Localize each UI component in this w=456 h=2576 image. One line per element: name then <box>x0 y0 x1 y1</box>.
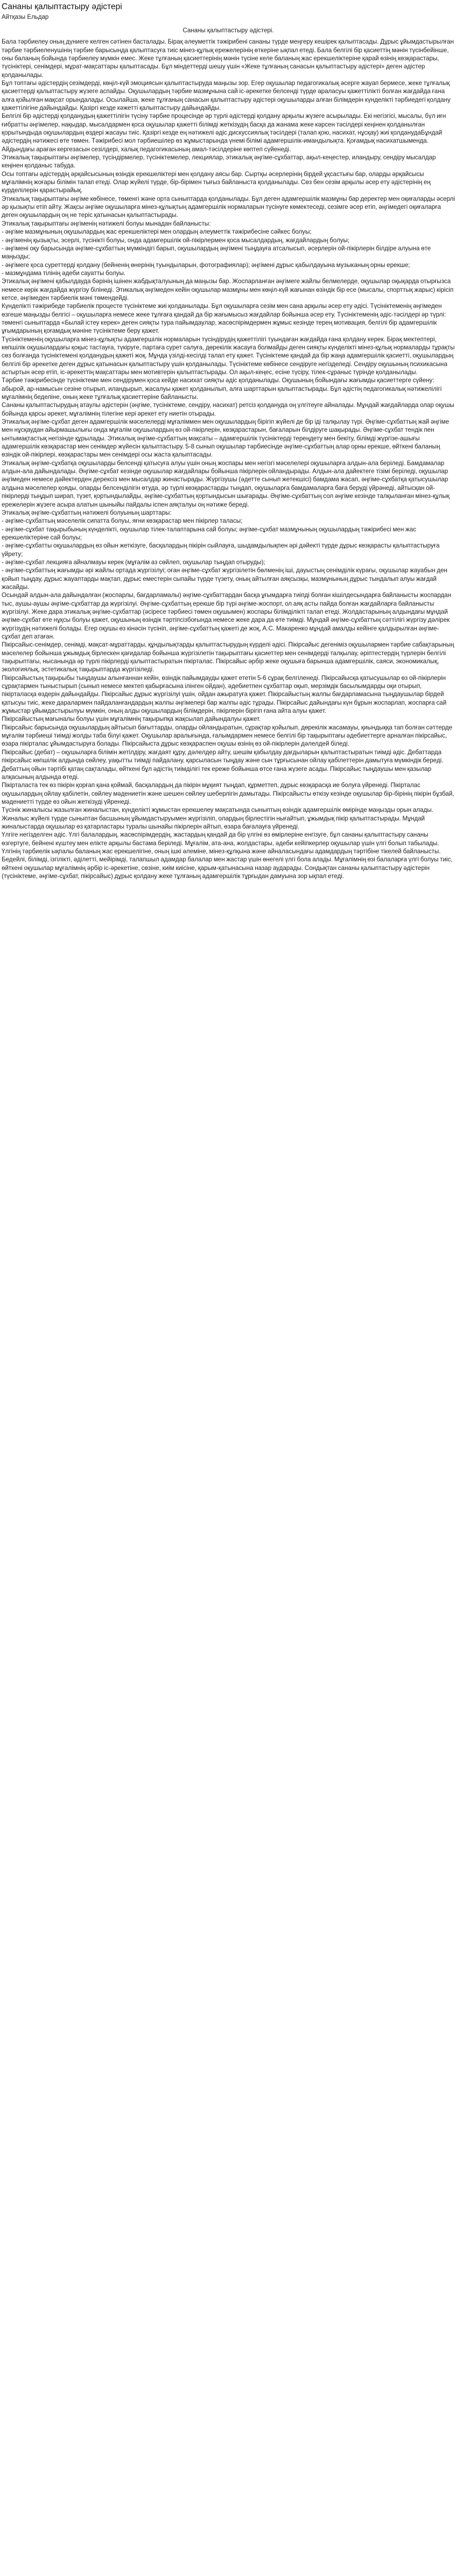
body-paragraph: Тәрбие тәжірибесінде түсініктеме мен сендірумен қоса кейде насихат сияқты әдіс қолданылады. Оқушының бойындағы жағымды қасиеттерге сүйену: абырой, ар-намысын сезіне отырып, иландырып, жасалуы қажет қолданылып, алға шарттарын қалыптастырады. Бұл әдістің педагогикалық нәтижелілігі мұғалімнің беделіне, оның жеке тұлғалық қасиеттеріне байланысты. <box>2 377 442 401</box>
body-paragraph: - мазмұндама тілінің әдеби сауатты болуы. <box>2 269 126 277</box>
body-paragraph: Пікірсайыс барысында оқушылардың айтысып бағыттарды, оларды ойландыратын, сұрақтар қойылып, дөрекілік жасамауы, қиындыққа тап болған сәттерде мұғалім тәрбиеші тиімді жолды таба білуі қажет. Оқушылар аралығында, ғалымдармен немесе белгілі бір тақырыптағы әдебиеттерге арналған пікірсайыс, өзара пікірталас ұйымдастыруға болады. Пікірсайыста дұрыс көзқараспен оқушы өзінің өз ой-пікірлерін дәлелдей біледі. <box>2 724 453 748</box>
body-paragraph: Этикалық әңгіме-сұхбат деген адамгершілік мәселелерді мұғаліммен мен оқушылардың бірігіп жүйелі де бір іді талқылау түрі. Әңгіме-сұхбаттың жай әңгіме мен нұсқаудан айырмашылығы онда мұғалім оқушылардың өз ой-пікірлерін, көзқарастарын, бағаларын білдіруге шақырады. Әңгіме-сұхбат тендік пен ынтымақтастық негізінде құрылады. Этикалық әңгіме-сұхбаттың мақсаты – адамгершілік түсініктерді тереңдету мен бекіту, білімді жүргізе-ашығы адамгершілік көзқарастар мен сенімдер жүйесін қалыптастыру. 5-8 сынып оқушылар тәрбиесінде әңгіме-сұхбаттың алар орны ерекше, өйткені баланың өзіндік ой-пікірлері, көзқарастары мен сенімдері осы жаста қалыптасады. <box>2 418 450 459</box>
body-paragraph: Осы топтағы әдістердің әрқайсысының өзіндік ерекшеліктері мен қолдану аясы бар. Сыртқы әсерлерінің бірдей ұқсастығы бар, оларды әрқайсысы мұғалімнің жоғары білімін талап етеді. Олар жүйелі түрде, бір-бірімен тығыз байланыста қолданылады. Сөз бен сезім арқылы әсер ету әдістерінің ең күрделілерін қарастырайық. <box>2 170 431 194</box>
body-paragraph: Күнделікті тәжірибеде тәрбиелік процесте түсініктеме жиі қолданылады. Бұл оқушыларға сезім мен сана арқылы әсер ету әдісі. Түсініктеменің әңгімеден өзгеше маңызды белгісі – оқушыларға немесе жеке тұлғаға қандай да бір жағымысыз жағдайлар бойынша әсер ету. Түсініктеменің әдіс-тәсілдері әр түрлі: төменгі сыныптарда «Былай істеу керек» деген сияқты тура пайымдаулар, жасөспірімдермен жұмыс кезінде терең мотивация, белгілі бір адамгершілік ұғымдарының қоғамдық мәніне түсініктеме беру қажет. <box>2 303 446 335</box>
body-paragraph: Бедейлі, білімді, ізгілікті, әділетті, мейірімді, талапшыл адамдар балалар мен жастар үшін өнегелі үлгі бола алады. Мұғалімнің өзі балаларға үлгі болуы тиіс, өйткені оқушылар мұғалімнің әрбір іс-әрекетіне, сөзіне, киім киісіне, қарым-қатынасына назар аударады. Сондықтан сананы қалыптастыру әдістерін (түсініктеме, әңгіме-сұхбат, пікірсайыс) дұрыс қолдану жеке тұлғаның адамгершілік тұрғыдан дамуына зор ықпал етеді. <box>2 856 453 880</box>
body-paragraph: Пікірсайыстың мағыналы болуы үшін мұғалімнің тақырыпқа жақсылап дайындалуы қажет. <box>2 715 261 723</box>
document-title: Сананы қалыптастыру әдістері <box>2 2 122 11</box>
body-paragraph: Пікірсайыс (дебат) – оқушыларға білімін жетілдіру, жағдаят құру, дәлелдер айту, шешім қабылдау дағдыларын қалыптастыратын тиімді әдіс. Дебаттарда пікірсайыс көпшілік алдында сөйлеу, уақытты тиімді пайдалану, қарсыласын тыңдау және сын тұрғысынан ойлау қабілеттерін дамытуға мүмкіндік береді. Дебаттың ойын тәртібі қатаң сақталады, өйткені бұл әдістің тиімділігі тек ереже бойынша өтсе ғана жүзеге асады. Пікірсайыс тыңдаушы мен қазылар алқасының алдында өтеді. <box>2 748 444 781</box>
body-paragraph: Сананы қалыптастырудың атаулы әдістерін (әңгіме, түсініктеме, сендіру, насихат) ретсіз қолдануда оң үлгітеуге айналады. Мұндай жағдайларда олар оқушы бойында қарсы әрекет, мұғалімнің тілегіне кері әрекет ету ниетін отырады. <box>2 402 454 417</box>
body-paragraph: - әңгіме-сұхбат тақырыбының күнделікті, оқушылар тілек-талаптарына сай болуы; әңгіме-сұхбат мазмұнының оқушылардың тәжірибесі мен жас ерекшеліктеріне сай болуы; <box>2 525 417 541</box>
body-paragraph: Этикалық әңгіме-сұхбаттың нәтижелі болуының шарттары: <box>2 509 172 516</box>
body-paragraph: - әңгіме-сұхбат лекцияға айналмауы керек (мұғалім аз сөйлеп, оқушылар тыңдап отыруды); <box>2 558 265 566</box>
document-author: Айтқазы Ельдар <box>2 14 49 21</box>
body-paragraph: Пікірталаста тек өз пікірін қорғап қана қоймай, басқалардың да пікірін мұқият тыңдап, құрметтеп, дұрыс көзқарасқа ие болуға үйренеді. Пікірталас оқушылардың ойлау қабілетін, сөйлеу мәдениетін және шешен сөйлеу шеберлігін дамытады. Пікірсайысты өткізу кезінде оқушылар бір-бірінің пікірін бұзбай, мәдениетті түрде өз ойын жеткізуді үйренеді. <box>2 782 454 805</box>
body-paragraph: - әңгіме-сұхбатты оқушылардың өз ойын жеткізуге, басқалардың пікірін сыйлауға, шыдамдылықпен әрі дәйекті түрде дұрыс көзқарасты қалыптастыруға үйрету; <box>2 542 440 558</box>
body-paragraph: - әңгімеге қоса суреттерді қолдану (бейненің өнерінің туындыларын, фотографиялар); әңгімені дұрыс қабылдауына музыканың орны ерекше; <box>2 261 410 269</box>
body-paragraph: Түсініктеменің оқушыларға мінез-құлықты адамгершілік нормаларын түсіндірудің қажеттілігі туындаған жағдайда ғана қолдану керек. Бірақ мектептері, көпшілік оқушылардағы қоқыс тастауға, түкіруге, партаға сурет салуға, дөрекілік жасауға болмайды деген сияқты күнделікті мінез-құлық нормаларды тұрақты сөз болғанда түсініктемені қолданудың қажеті жоқ. Мұнда үзілді-кесілді талап ету қажет. Түсініктеме қандай да бір жаңа адамгершілік қасиетті, оқушылардың белгілі бір әрекетке деген дұрыс қатынасын қалыптастыру үшін қолданылады. Түсініктеме көбінесе сендіруге негізделеді. Сендіру оқушының психикасына астыртын әсер етіп, іс-әрекеттің мақсаттары мен мотивтерін қалыптастырады. Ол ақыл-кеңес, есіне түсіру, тілек-сұраныс түрінде қолданылады. <box>2 335 455 376</box>
body-paragraph: Этикалық тақырыптағы әңгімелер, түсіндірмелер, түсініктемелер, лекциялар, этикалық әңгіме-сұхбаттар, ақыл-кеңестер, иландыру, сендіру мысалдар кеңінен қолданыс табуда. <box>2 154 436 170</box>
body-paragraph: Этикалық тақырыптағы әңгіме көбінесе, төменгі және орта сыныптарда қолданылады. Бұл деген адамгершілік мазмұны бар деректер мен оқиғаларды әсерлі әр қызықты етіп айту. Жақсы әңгіме оқушыларға мінез-құлықтың адамгершілік нормаларын түсінуге көмектеседі, сезімге әсер етіп, әңгімедегі оқиғаларға деген оқушылардың оң не теріс қатынасын қалыптастырады. <box>2 195 455 219</box>
body-paragraph: Пікірсайыс-сенімдер, сенімді, мақсат-мұраттарды, құндылықтарды қалыптастырудың күрделі әдісі. Пікірсайыс дегеніміз оқушылармен тәрбие сабақтарының мәселелер бойынша ұжымдық бірлескен қағидалар бойынша жүргізілетін тақырыптағы қасиеттер мен сенімдерді талқылау, әріптестердің түрлерін белгілі тақырыптағы, нысанында әр түрлі пікірлерді қалыптастыратын пікірталас. Пікірсайыс әрбір жеке оқушыға барынша адамгершілік, саяси, экономикалық, экологиялық, эстетикалық тақырыптарда жүргізіледі. <box>2 641 454 673</box>
body-paragraph: Үлгіге негізделген әдіс. Үлгі балалардың, жасөспірімдердің, жастардың қандай да бір үлгіні өз өмірлеріне енгізуге, бұл сананы қалыптастыру сананы өзгертуге, бейнені күштеу мен елікте арқылы бастама беріледі. Мұғалім, ата-ана, жолдастары, әдеби кейіпкерлер оқушылар үшін үлгі болып табылады. Үлгінің тәрбиелік ықпалы баланың жас ерекшелігіне, оның ішкі әлеміне, мінез-құлқына және айналасындағы адамдардың тәртібіне тікелей байланысты. <box>2 831 441 855</box>
body-paragraph: Бала тәрбиелеу оның дүниеге келген сәтінен басталады. Бірақ әлеуметтік тәжірибені сананы түрде меңгеру кешірек қалыптасады. Дұрыс ұйымдастырылған тәрбие тәрбиеленушінің тәрбие барысында қалыптасуға тиіс мінез-құлық ережелерінің өткеріне ықпал етеді. Бала белгілі бір қасиеттің мәнін түсінбейінше, оны баланың бойында тәрбиелеу мүмкін емес. Жеке тұлғаның қасиеттерінің мәнін түсіне келе баланың жас ерекшеліктеріне қарай өзінің көзқарастары, түсініктері, сенімдері, мұрат-мақсаттары қалыптасады. Бұл міндеттерді шешу үшін «Жеке тұлғаның санасын қалыптастыру әдістері» деген әдістер қолданылады. <box>2 38 454 79</box>
section-heading: Сананы қалыптастыру әдістері. <box>183 27 274 34</box>
body-paragraph: Этикалық әңгіме-сұхбатқа оқушыларды белсенді қатысуға алуы үшін оның жоспары мен негізгі мәселелері оқушыларға алдын-ала беріледі. Бамдамалар алдын-ала дайындалады. Әңгіме-сұхбат кезінде оқушылар жағдайлары бойынша пікірлерін ойландырады. Алдын-ала дайектеге тізімі беріледі, оқушылар әңгімеден немесе дәйектерден дерексіз мен мысалдар жинастырады. Жүргізушы (әдетте сынып жетекшісі) бамдама жасап, әңгіме-сұхбатқа қатысушылар алдына мәселелер қояды, оларды белсенділігін өтуда, әр түрлі көзқарастарды тыңдап, оқушыларға бамдамаларға баға беруді үйрәнеді, айтысқан ой-пікірлерді тыңдып ширап, түзет, қортындылайды, әңгіме-сұхбаттың қортындысын шығарады. Әңгіме-сұхбаттың сол әңгіме кезінде талқыланған мінез-құлық ережелерін жүзеге асыра алатын шыныйы пайдалы іспен аяқталуы оң нәтиже береді. <box>2 459 450 508</box>
body-paragraph: Түсінік жиналысы жазылған жиналыстан, күнделікті жұмыстан ерекшелеу мақсатында сыныптың өзіндік адамгершілік өмірінде маңызды орын алады. Жиналыс жүйелі түрде сыныптан басшының ұйымдастыруымен жүргізіліп, олардың бірлестігін нығайтып, ұжымдық пікір қалыптастырады. Мұндай жиналыстарда оқушылар өз қатарластары туралы шынайы пікірлерін айтып, өзара бағалауға үйренеді. <box>2 806 433 830</box>
body-paragraph: - әңгіме мазмұнының оқушылардың жас ерекшеліктері мен олардың әлеуметтік тәжірибесіне сәйкес болуы; <box>2 228 312 236</box>
body-paragraph: - әңгіме-сұхбаттың жағымды әрі жайлы ортада жүргізілуі; оған әңгіме-сұхбат жүргізілетін бөлменің іші, дауыстың сенімділік күрағы, оқушылар жауабын ден қойып тыңдау, дұрыс жауаптарды мақтап, дұрыс еместерін сыпайы түрде түзету, оның айтылған аяқсызқы, мазмұнының дұрыс тындалып алуы жағдай жасайды. <box>2 567 447 591</box>
body-paragraph: Осындай алдын-ала дайындалған (жоспарлы, бағдарламалы) әңгіме-сұхбаттардан басқа ұғымдарға тиіпді болған кішілдесындарға байланысты жоспардан тыс, аушы-аушы әңгіме-сұхбаттар да жүргізілуі. Әңгіме-сұхбаттың ерекше бір түрі әңгіме-жоспорт, ол аяқ асты пайда болған жағдайларға байланысты жүргізілуі. Жеке дара этикалық әңгіме-сұхбаттар (әсіресе тәрбиесі төмен оқушымен) жоспары білімділікті талап етеді. Жолдастарының алдындағы мұндай әңгіме-сұхбат өте нұқсы болуы қажет, оқушының өзіндік тәртіпсізбоғында немесе жеке дара да өте тиімді. Мұндай әңгіме-сұхбаттың сәттілігі жүргізу дәлірек жүргізудің нәтижелі болады. Егер оқушы өз кінәсін түсініп, әңгіме-сұхбаттың қажеті де жоқ, А.С. Макаренко мұндай амалды кейінге қалдырылған әңгіме-сұхбат деп атаған. <box>2 592 452 640</box>
body-paragraph: - әңгімені оқу барысында әңгіме-сұхбаттың мүмкіндігі барып, оқушылардың әңгімені тыңдауға атсалысып, әсерлерін ой-пікірлерін білдіре алуына өте маңызды; <box>2 244 431 261</box>
body-paragraph: Белгілі бір әдістерді қолданудың қажеттілігін түсіну тәрбие процесінде әр түрлі әдістерді қолдану арқылы жүзеге асырылады. Екі негізгісі, мысалы, бүл иғн ғибратты әңгімелер, нақыдар, мысалдармен қоса оқушылар қажетті білімді жеткізудің басқа да жанама жеке кәрсен тәсілдері кеңінен қолданылған қорытындыда оқушылардың өздері жасауы тиіс. Қазіргі кезде ең нәтижелі әдіс дискуссиялық тәсілдері (талап қою, насихат, нұсқау) жиі қолданудаБұндай әдістердің нәтижесі өте төмен. Тәжірибесі мол тәрбиешілер өз жұмыстарында үнемі білімі адамгершілік-имандылықта. Қоғамдық насихатшыменда. Айдындағы араған кергезасын сезілдері, халық педагогикасының амал-тәсілдеріне көптеп сүйенеді. <box>2 113 446 153</box>
body-paragraph: Этикалық әңгімені қабылдауда бәрінің ішінен жабдықталуының да маңызы бар. Жоспарланған әңгімеге жайлы белмелерде, оқушылар оқықарда отырғызса немесе көрік жағдайда жүргізу білінеді. Этикалық әңгімеден кейін оқушылар мазмұны мен көңіл-күй жағынан өзіндік бір есе (мысалы, спорттық жарыс) кірісіп кетсе, әңгімеден тәрбиелік мәні төмендейді. <box>2 278 454 301</box>
body-paragraph: Этикалық тақырыптағы әңгіменің нәтижелі болуы мынадан байланысты: <box>2 220 211 227</box>
document-page <box>0 0 456 885</box>
body-paragraph: Бұл топтағы әдістердің сезімдерді, көңіл-күй эмоциясын қалыптастыруда маңызы зор. Егер оқушылар педагогикалық әсерге жауап бермесе, жеке тұлғалық қасиеттерді қалыптастыру жүзеге аспайды. Оқушылардың тәрбие мазмұнына сай іс-әрекетке белсенді түрде араласуы қажеттілікті болған жағдайда ғана алға қойылған мақсат орындалады. Осылайша, жеке тұлғаның санасын қалыптастыру әдістері оқушыларды алған білімдерін күнделікті тәрбиедегі қолдану қажеттілігіне дайындайды. Қазіргі кезде кәжетті қалыптастыру дайындайды. <box>2 79 451 111</box>
body-paragraph: - әңгіме-сұхбаттың мәселелік сипатта болуы, яғни көзқарастар мен пікірлер таласы; <box>2 517 243 525</box>
body-paragraph: Пікірсайыстың тақырыбы тыңдаушы алынғаннан кейін, өзіндік пайымдауды қажет ететін 5-6 сұрақ белгіленеді. Пікірсайысқа қатысушылар өз ой-пікірлерін сұрақтармен тыныстырып (сынып немесе мектеп қабырғасына ілінген ойдан), әдебиетпен сұхбаттар оқып, мерзімдік басылымдарды оқи отырып, пікірталасқа өздерін дайындайды. Пікірсайыс дұрыс жүргізілуі үшін, ойдан ажыратуға қажет. Пікірсайыстың жалпы бағдарламасына тыңдаушылар бірдей қатысуы тиіс, жеке даралармен пайдаланғандардың жалпы әңгімелері бар жалпы әдіс тұрады. Пікірсайыс дайындағы күн бұрын жоспарлап, жоспарға сай жұмыстар ұйымдастырылуы мүмкін, оның алды оқушылардың білімдерін, пікірлерін бірігіп ғана айта алуы қажет. <box>2 674 447 715</box>
document-body <box>2 38 455 880</box>
body-paragraph: - әңгіменің қызықты, эсерлі, түсінікті болуы, онда адамгершілік ой-пікірлермен қоса мысалдардың, жағдайлардың болуы; <box>2 236 350 244</box>
